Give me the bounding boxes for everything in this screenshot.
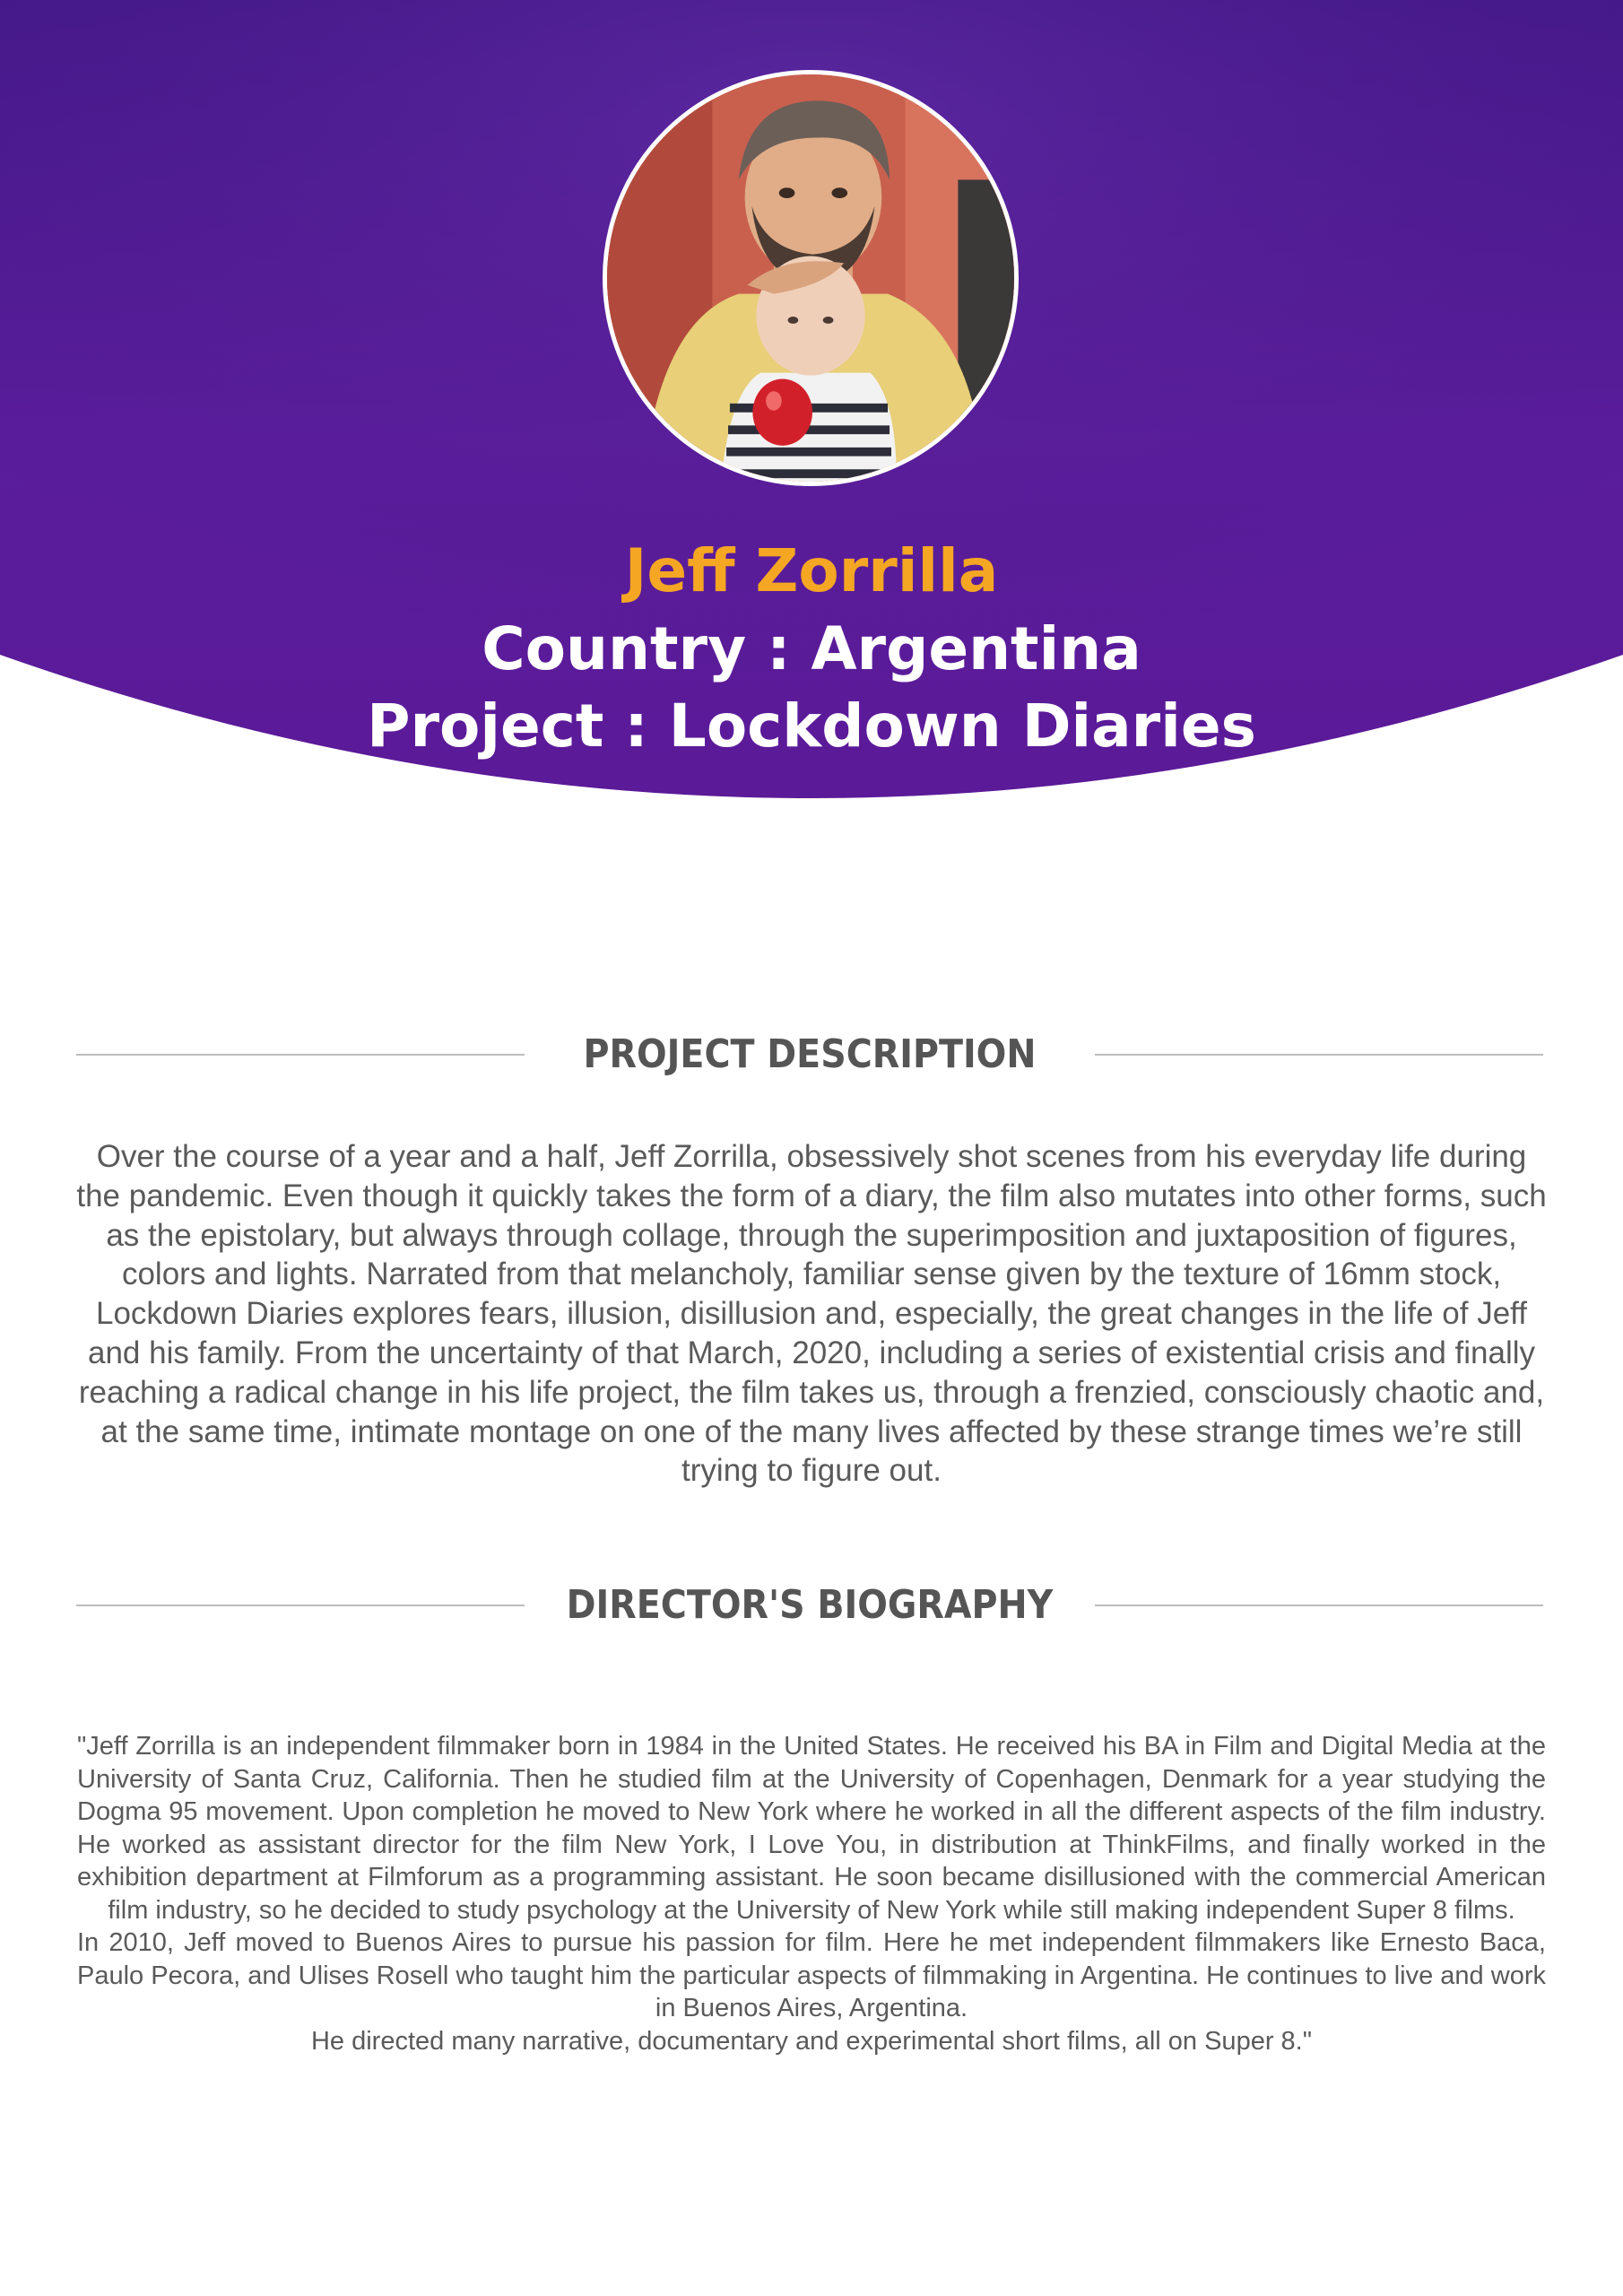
section-title: PROJECT DESCRIPTION <box>583 1031 1037 1077</box>
project-description-heading <box>76 1028 1543 1082</box>
biography-paragraph: He directed many narrative, documentary and experimental short films, all on Super 8." <box>310 2026 1313 2056</box>
director-photo <box>603 70 1019 486</box>
director-name: Jeff Zorrilla <box>624 536 999 605</box>
biography-paragraph: "Jeff Zorrilla is an independent filmmaker born in 1984 in the United States. He received his BA in Film and Digital Media at the University of Santa Cruz, California. Then he studied film at the University of Copenhagen, Denmark for a year studying the Dogma 95 movement. Upon completion he moved to New York where he worked in all the different aspects of the film industry. He worked as assistant director for the film New York, I Love You, in distribution at ThinkFilms, and finally worked in the exhibition department at Filmforum as a programming assistant. He soon became disillusioned with the commercial American film industry, so he decided to study psychology at the University of New York while still making independent Super 8 films. <box>77 1732 1546 1925</box>
director-biography-heading <box>76 1578 1543 1632</box>
project-line: Project : Lockdown Diaries <box>367 691 1256 761</box>
section-title: DIRECTOR'S BIOGRAPHY <box>566 1582 1054 1628</box>
country-line: Country : Argentina <box>482 614 1141 683</box>
biography-paragraph: In 2010, Jeff moved to Buenos Aires to pursue his passion for film. Here he met independent filmmakers like Ernesto Baca, Paulo Pecora, and Ulises Rosell who taught him the particular aspects of filmmaking in Argentina. He continues to live and work in Buenos Aires, Argentina. <box>77 1928 1546 2022</box>
director-biography-text <box>77 1730 1546 2057</box>
project-description-text: Over the course of a year and a half, Jeff Zorrilla, obsessively shot scenes from his everyday life during the pandemic. Even though it quickly takes the form of a diary, the film also mutates into other forms, such as the epistolary, but always through collage, through the superimposition and juxtaposition of figures, colors and lights. Narrated from that melancholy, familiar sense given by the texture of 16mm stock, Lockdown Diaries explores fears, illusion, disillusion and, especially, the great changes in the life of Jeff and his family. From the uncertainty of that March, 2020, including a series of existential crisis and finally reaching a radical change in his life project, the film takes us, through a frenzied, consciously chaotic and, at the same time, intimate montage on one of the many lives affected by these strange times we’re still trying to figure out. <box>76 1139 1547 1489</box>
